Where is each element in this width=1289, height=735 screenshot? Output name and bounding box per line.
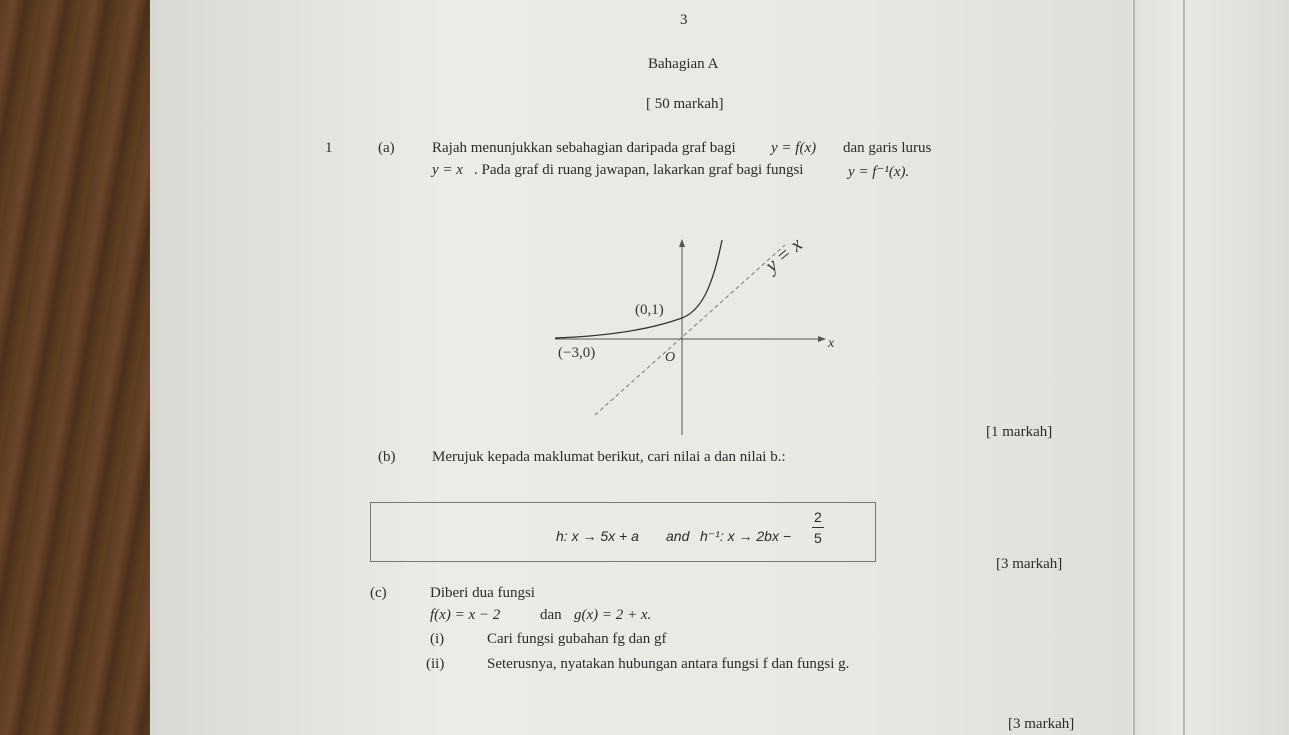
part-c-marks: [3 markah] [1008, 716, 1075, 732]
wood-table-background [0, 0, 160, 735]
label-y-equals-x: y = x [761, 233, 807, 277]
part-b-label: (b) [378, 449, 396, 465]
part-a-line1-end: dan garis lurus [843, 140, 932, 156]
line-y-equals-x [595, 245, 785, 415]
question-number: 1 [325, 140, 333, 156]
part-b-marks: [3 markah] [996, 556, 1063, 572]
part-a-line1: Rajah menunjukkan sebahagian daripada graf bagi [432, 140, 736, 156]
label-point-0-1: (0,1) [635, 302, 664, 318]
part-c-ii-text: Seterusnya, nyatakan hubungan antara fungsi f dan fungsi g. [487, 656, 850, 672]
equation-inverse: y = f⁻¹(x). [848, 164, 910, 180]
part-c-label: (c) [370, 585, 387, 601]
part-b-text: Merujuk kepada maklumat berikut, cari nilai a dan nilai b.: [432, 449, 786, 465]
part-c-i-label: (i) [430, 631, 445, 647]
part-c-ii-label: (ii) [426, 656, 445, 672]
fraction-bar [812, 527, 824, 528]
dan-word: dan [540, 607, 562, 623]
equation-y-fx: y = f(x) [771, 140, 817, 156]
fraction-numerator: 2 [814, 509, 822, 525]
x-axis-arrow [818, 336, 826, 342]
equation-y-x: y = x [432, 162, 463, 178]
paper-edge-line [1133, 0, 1135, 735]
and-word: and [666, 528, 690, 544]
part-a-marks: [1 markah] [986, 424, 1053, 440]
total-marks: [ 50 markah] [646, 96, 724, 112]
y-axis-arrow [679, 239, 685, 247]
f-definition: f(x) = x − 2 [430, 607, 501, 623]
label-point-neg3-0: (−3,0) [558, 345, 596, 361]
function-graph [540, 225, 870, 435]
label-origin: O [665, 350, 676, 365]
h-definition: h: x → 5x + a [556, 528, 639, 544]
h-inverse-definition: h⁻¹: x → 2bx − [700, 528, 792, 544]
paper-edge-line [1183, 0, 1185, 735]
curve-f-of-x [555, 240, 722, 338]
part-c-text: Diberi dua fungsi [430, 585, 535, 601]
section-title: Bahagian A [648, 56, 719, 72]
part-c-i-text: Cari fungsi gubahan fg dan gf [487, 631, 667, 647]
g-definition: g(x) = 2 + x. [574, 607, 652, 623]
fraction-denominator: 5 [814, 530, 822, 546]
part-a-line2: . Pada graf di ruang jawapan, lakarkan graf bagi fungsi [474, 162, 804, 178]
part-a-label: (a) [378, 140, 395, 156]
page-number: 3 [680, 12, 688, 28]
label-x-axis: x [828, 336, 835, 351]
